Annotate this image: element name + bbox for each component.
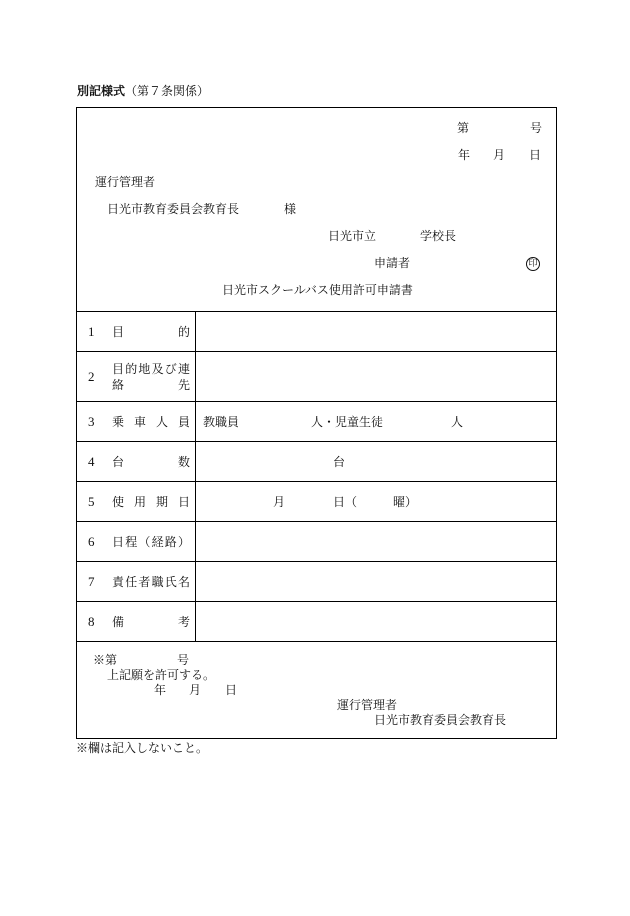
usage-month: 月 [273,494,286,509]
row-number: 1 [88,323,95,339]
row-value-cell [196,352,556,401]
row-number: 3 [88,413,95,429]
form-title: 日光市スクールバス使用許可申請書 [222,283,413,297]
students-unit: 人 [451,414,464,429]
table-row-schedule [77,521,556,561]
row-value-cell [196,442,556,481]
row-label [112,361,190,393]
staff-unit-students-label: 人・児童生徒 [311,414,384,429]
usage-day: 日（ [333,494,358,509]
approval-number-prefix: ※第 [93,653,118,667]
form-heading [77,84,209,98]
table-row-usage-date [77,481,556,521]
addressee-title: 運行管理者 [95,175,156,189]
table-row-remarks [77,601,556,641]
staff-label: 教職員 [203,414,240,429]
footnote: ※欄は記入しないこと。 [76,741,209,755]
approval-statement: 上記願を許可する。 [107,668,216,682]
row-label [112,614,190,630]
form-heading-article: （第７条関係） [125,84,210,98]
school-prefix: 日光市立 [328,229,377,243]
row-label [112,324,190,340]
row-number: 4 [88,453,95,469]
row-label-text: 日 程 （ 経 路 ） [112,534,190,549]
applicant-label: 申請者 [374,256,411,270]
application-form [76,107,557,739]
row-label [112,454,190,470]
seal-icon: 印 [526,257,540,271]
document-number-suffix: 号 [530,121,543,135]
approver-name: 日光市教育委員会教育長 [374,713,507,727]
date-month: 月 [493,148,506,162]
document-number-prefix: 第 [457,121,470,135]
row-label-text: 目 的 [112,324,190,339]
row-label-cell [77,482,196,521]
addressee-name: 日光市教育委員会教育長 [107,202,240,216]
row-label-cell [77,312,196,351]
row-label-cell [77,522,196,561]
approval-number-suffix: 号 [177,653,190,667]
row-value-cell [196,402,556,441]
date-year: 年 [458,148,471,162]
row-value-cell [196,562,556,601]
row-label-line2: 絡 先 [112,377,190,392]
approval-date-year: 年 [154,683,167,697]
row-value-cell [196,522,556,561]
row-label [112,574,190,590]
row-label-text: 台 数 [112,454,190,469]
date-day: 日 [529,148,542,162]
row-number: 7 [88,573,95,589]
application-header [77,108,556,311]
row-value-cell [196,602,556,641]
addressee-honorific: 様 [284,202,297,216]
school-suffix: 学校長 [420,229,457,243]
row-label-cell [77,352,196,401]
row-value-cell [196,312,556,351]
row-number: 2 [88,368,95,384]
usage-weekday: 曜） [393,494,418,509]
table-row-passengers [77,401,556,441]
approval-date-day: 日 [225,683,238,697]
row-label-text: 使 用 期 日 [112,494,190,509]
row-label-cell [77,562,196,601]
approval-section [77,641,556,738]
row-label [112,534,190,550]
table-row-destination-contact [77,351,556,401]
row-label-cell [77,402,196,441]
table-row-purpose [77,311,556,351]
row-number: 5 [88,493,95,509]
row-label-line1: 目 的 地 及 び 連 [112,361,190,376]
row-value-cell [196,482,556,521]
vehicle-unit: 台 [333,454,346,469]
row-label-text: 乗 車 人 員 [112,414,190,429]
row-label-cell [77,602,196,641]
row-number: 6 [88,533,95,549]
row-label-cell [77,442,196,481]
row-label [112,414,190,430]
row-label-text: 責 任 者 職 氏 名 [112,574,190,589]
table-row-vehicles [77,441,556,481]
row-label-text: 備 考 [112,614,190,629]
row-label [112,494,190,510]
approval-date-month: 月 [189,683,202,697]
approver-title: 運行管理者 [337,698,398,712]
row-number: 8 [88,613,95,629]
form-heading-bold: 別記様式 [77,84,126,98]
table-row-responsible-person [77,561,556,601]
